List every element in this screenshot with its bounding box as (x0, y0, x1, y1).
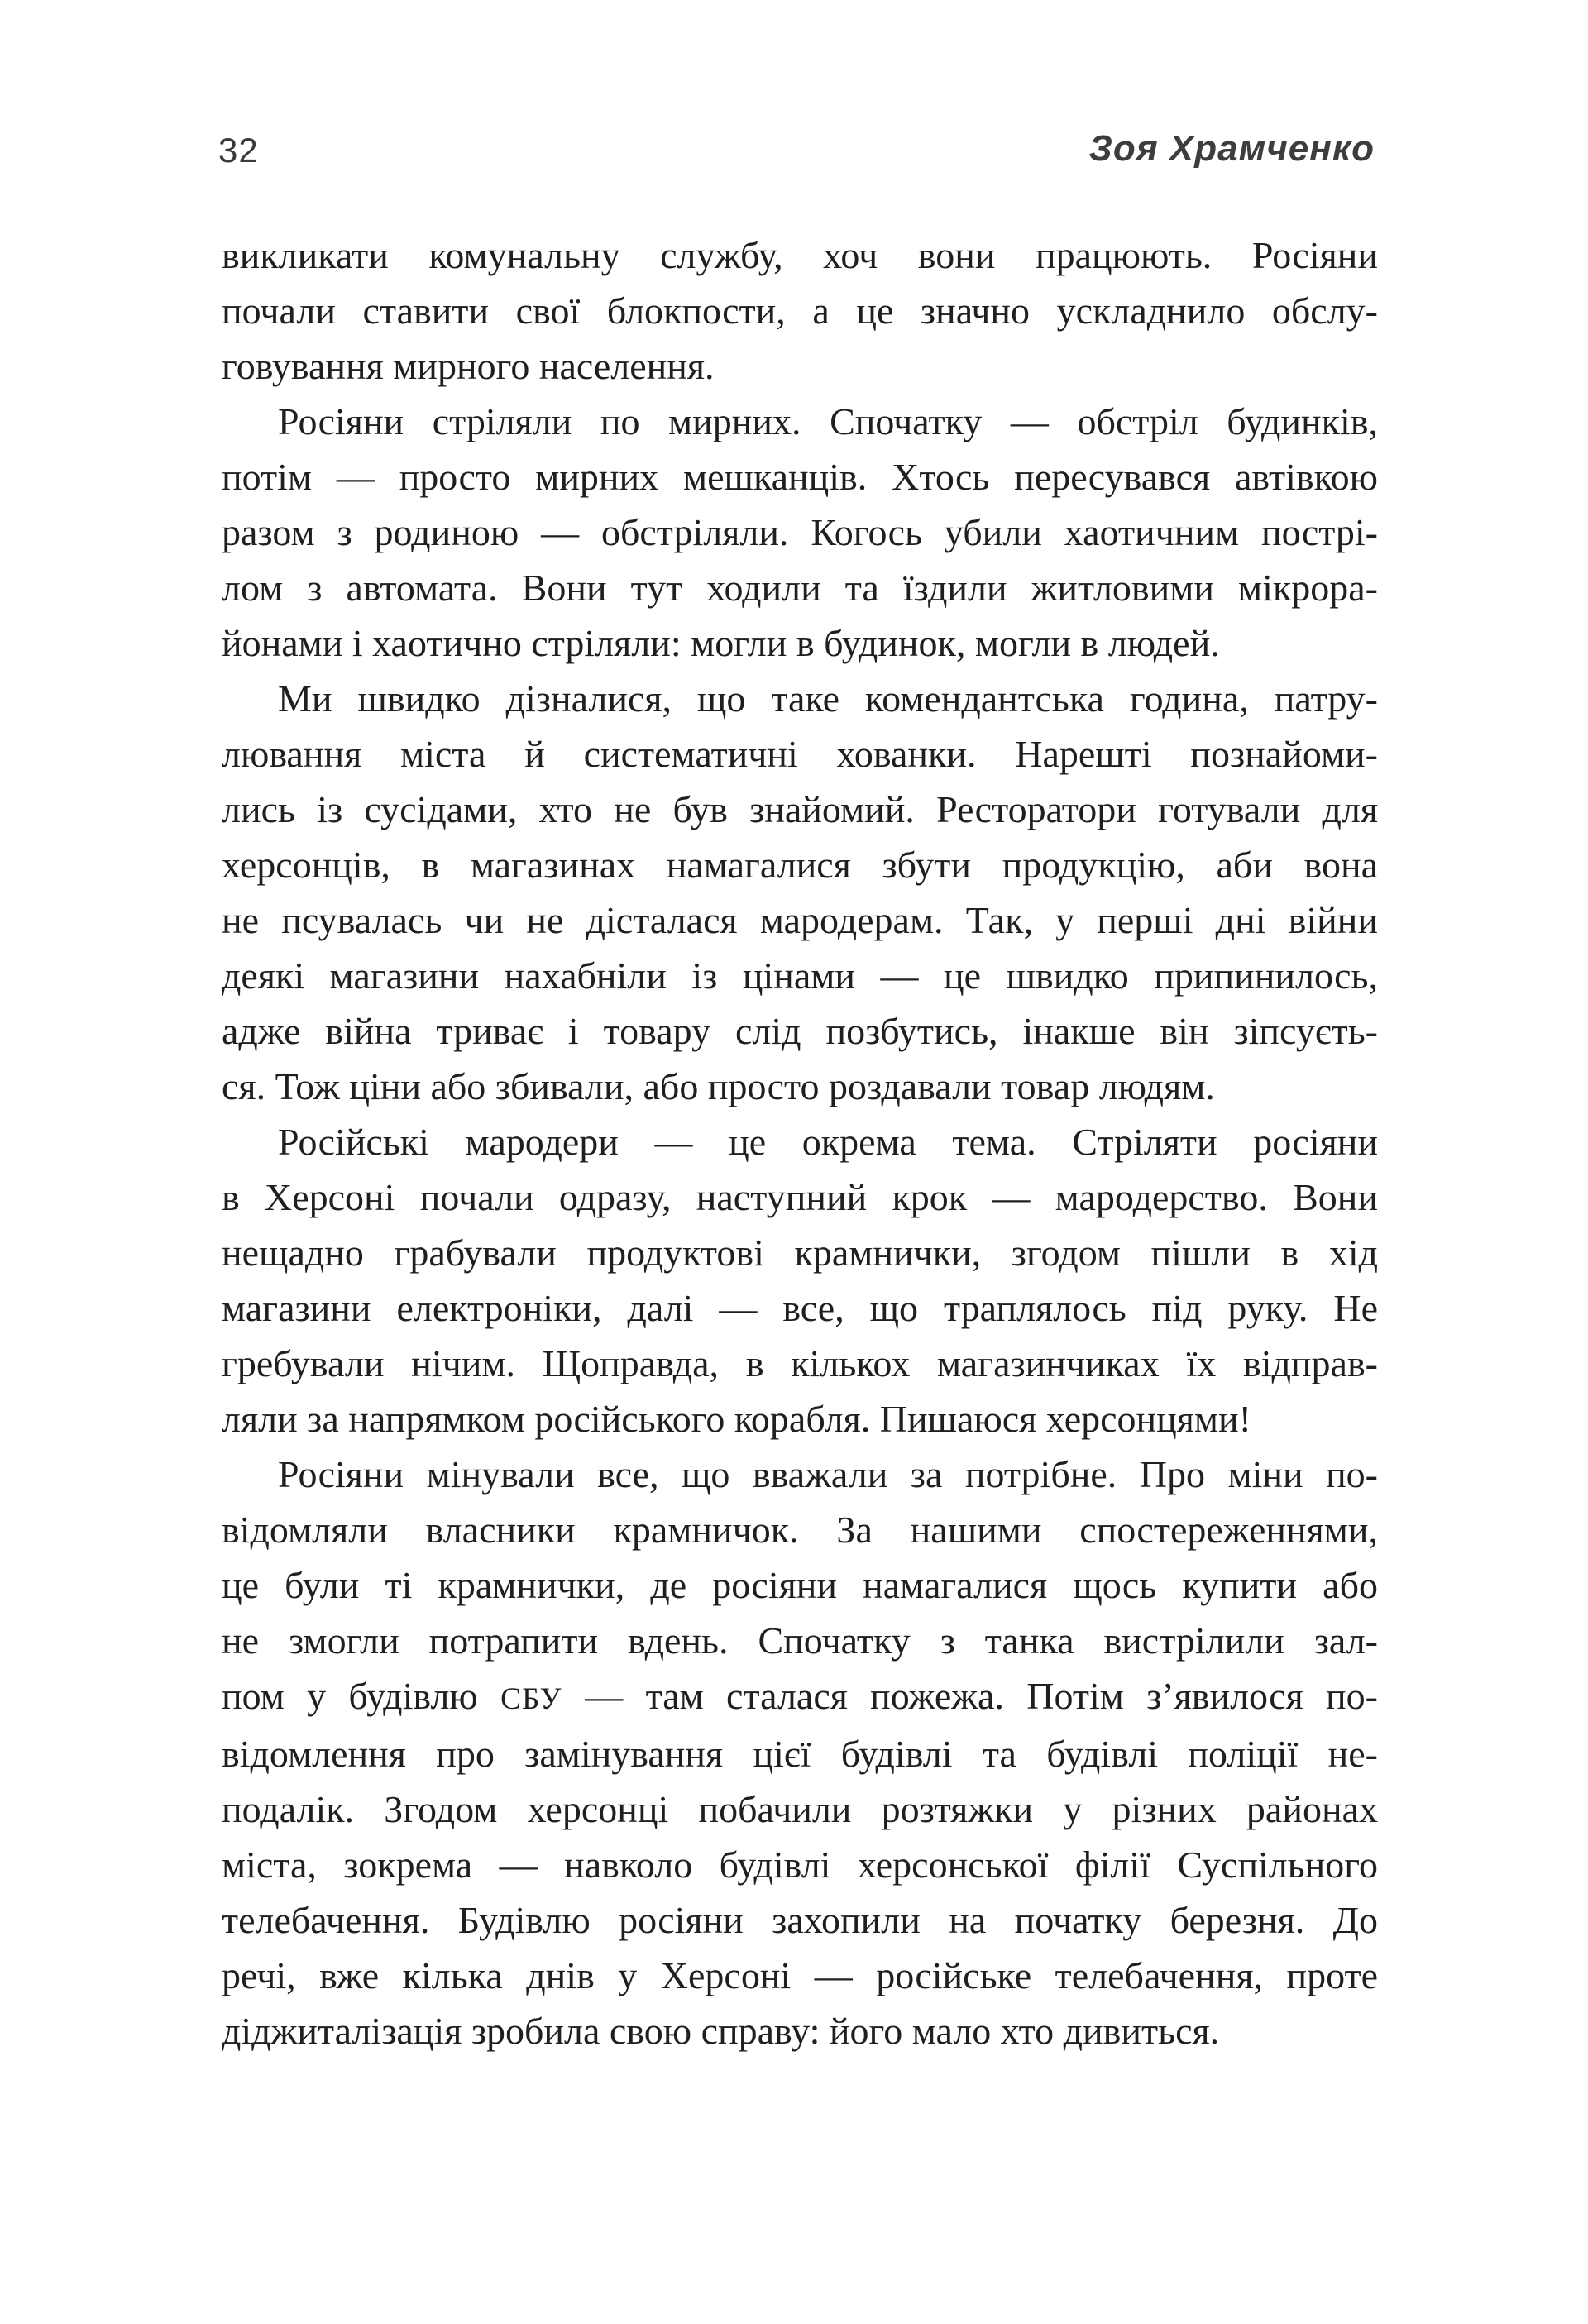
text-line: говування мирного населення. (222, 345, 715, 387)
text-line: викликати комунальну службу, хоч вони працюють. Росіяни (222, 234, 1378, 276)
text-line: Росіяни мінували все, що вважали за потрібне. Про міни по- (278, 1453, 1378, 1495)
page-number: 32 (218, 131, 259, 170)
abbreviation-sbu: СБУ (500, 1681, 563, 1715)
text-line: адже війна триває і товару слід позбутись, інакше він зіпсуєть- (222, 1010, 1378, 1052)
text-line: деякі магазини нахабніли із цінами — це швидко припинилось, (222, 954, 1378, 997)
text-line: нещадно грабували продуктові крамнички, згодом пішли в хід (222, 1231, 1378, 1274)
text-line: діджиталізація зробила свою справу: його мало хто дивиться. (222, 2010, 1220, 2052)
text-line: Росіяни стріляли по мирних. Спочатку — обстріл будинків, (278, 400, 1378, 442)
running-head-author: Зоя Храмченко (1088, 128, 1375, 169)
text-line: подалік. Згодом херсонці побачили розтяжки у різних районах (222, 1788, 1378, 1830)
text-line: разом з родиною — обстріляли. Когось убили хаотичним пострі- (222, 511, 1378, 553)
paragraph (222, 227, 1378, 394)
text-line: міста, зокрема — навколо будівлі херсонської філії Суспільного (222, 1843, 1378, 1886)
text-line: ся. Тож ціни або збивали, або просто роздавали товар людям. (222, 1065, 1215, 1107)
text-line: відомляли власники крамничок. За нашими спостереженнями, (222, 1509, 1378, 1551)
text-line: почали ставити свої блокпости, а це значно ускладнило обслу- (222, 289, 1378, 332)
text-line: лом з автомата. Вони тут ходили та їздили житловими мікрора- (222, 567, 1378, 609)
text-line: в Херсоні почали одразу, наступний крок — мародерство. Вони (222, 1176, 1378, 1218)
page-body (222, 227, 1378, 2059)
text-line: Ми швидко дізналися, що таке комендантська година, патру- (278, 677, 1378, 720)
text-line: йонами і хаотично стріляли: могли в будинок, могли в людей. (222, 622, 1220, 664)
text-line: не псувалась чи не дісталася мародерам. Так, у перші дні війни (222, 899, 1378, 941)
text-line: ляли за напрямком російського корабля. Пишаюся херсонцями! (222, 1398, 1251, 1440)
text-line: магазини електроніки, далі — все, що траплялось під руку. Не (222, 1287, 1378, 1329)
text-line: це були ті крамнички, де росіяни намагалися щось купити або (222, 1564, 1378, 1606)
text-line: херсонців, в магазинах намагалися збути продукцію, аби вона (222, 844, 1378, 886)
text-line: речі, вже кілька днів у Херсоні — російське телебачення, проте (222, 1954, 1378, 1996)
text-line: телебачення. Будівлю росіяни захопили на початку березня. До (222, 1899, 1378, 1941)
text-line: лювання міста й систематичні хованки. Нарешті познайоми- (222, 733, 1378, 775)
text-line: гребували нічим. Щоправда, в кількох магазинчиках їх відправ- (222, 1342, 1378, 1384)
text-line: Російські мародери — це окрема тема. Стріляти росіяни (278, 1121, 1378, 1163)
paragraph (222, 394, 1378, 671)
text-line: не змогли потрапити вдень. Спочатку з танка вистрілили зал- (222, 1619, 1378, 1662)
text-line: пом у будівлю СБУ — там сталася пожежа. Потім з’явилося по- (222, 1675, 1378, 1717)
paragraph (222, 671, 1378, 1114)
text-line: лись із сусідами, хто не був знайомий. Ресторатори готували для (222, 788, 1378, 830)
text-line: відомлення про замінування цієї будівлі та будівлі поліції не- (222, 1733, 1378, 1775)
paragraph (222, 1114, 1378, 1447)
paragraph (222, 1447, 1378, 2059)
text-line: потім — просто мирних мешканців. Хтось пересувався автівкою (222, 456, 1378, 498)
